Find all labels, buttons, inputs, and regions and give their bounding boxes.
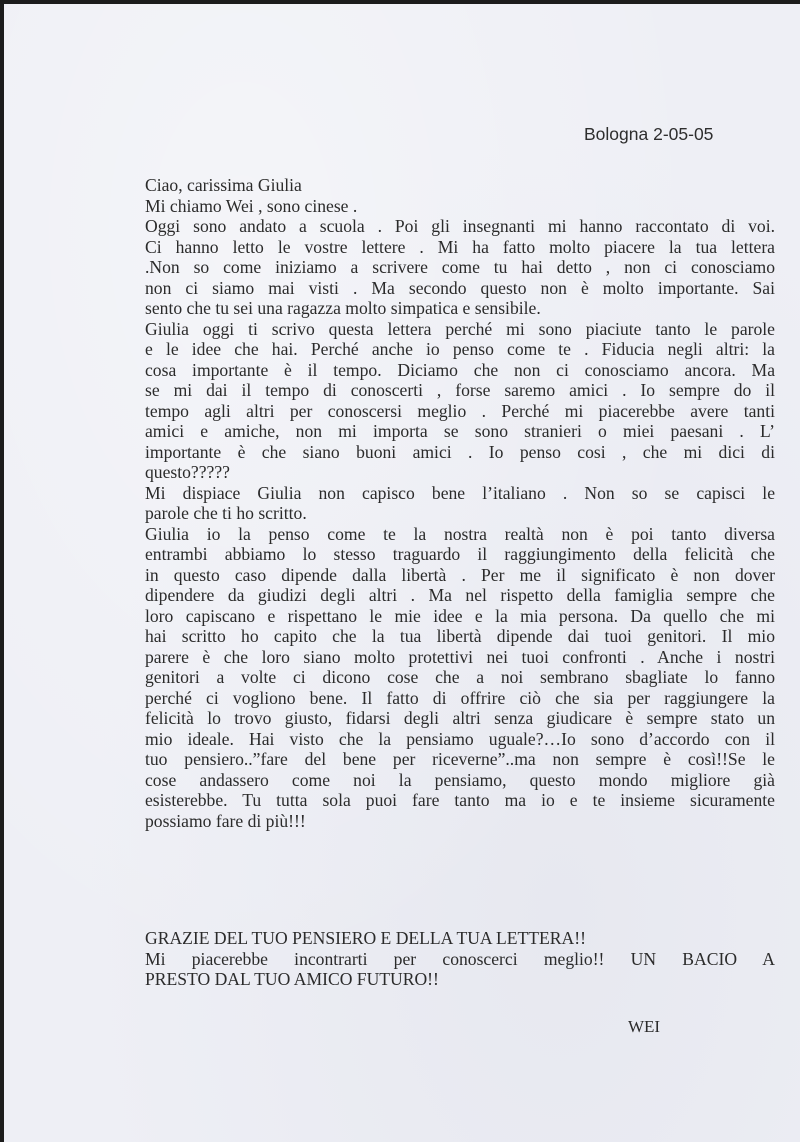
signature: WEI xyxy=(628,1017,661,1036)
text-line: tempo agli altri per conoscersi meglio . Perché mi piacerebbe avere tanti xyxy=(145,400,775,421)
text-line: PRESTO DAL TUO AMICO FUTURO!! xyxy=(145,969,439,989)
text-line: amici e amiche, non mi importa se sono stranieri o miei paesani . L’ xyxy=(145,421,775,441)
text-line: non ci siamo mai visti . Ma secondo questo non è molto importante. Sai xyxy=(145,277,775,298)
text-line: hai scritto ho capito che la tua libertà dipende dai tuoi genitori. Il mio xyxy=(145,626,775,646)
text-line: importante è che siano buoni amici . Io penso cosi , che mi dici di xyxy=(145,441,775,462)
text-line: questo????? xyxy=(145,462,230,482)
letter-body xyxy=(145,175,775,831)
text-line: Mi piacerebbe incontrarti per conoscerci meglio!! UN BACIO A xyxy=(145,948,775,969)
text-line: loro capiscano e rispettano le mie idee e la mia persona. Da quello che mi xyxy=(145,605,775,626)
text-line: felicità lo trovo giusto, fidarsi degli altri senza giudicare è sempre stato un xyxy=(145,708,775,728)
text-line: e le idee che hai. Perché anche io penso come te . Fiducia negli altri: la xyxy=(145,339,775,359)
letter-closing xyxy=(145,928,775,990)
text-line: cosa importante è il tempo. Diciamo che non ci conosciamo ancora. Ma xyxy=(145,359,775,380)
text-line: in questo caso dipende dalla libertà . Per me il significato è non dover xyxy=(145,564,775,585)
text-line: tuo pensiero..”fare del bene per riceverne”..ma non sempre è così!!Se le xyxy=(145,749,775,769)
text-line: cose andassero come noi la pensiamo, questo mondo migliore già xyxy=(145,769,775,790)
text-line: genitori a volte ci dicono cose che a noi sembrano sbagliate lo fanno xyxy=(145,667,775,687)
text-line: Mi dispiace Giulia non capisco bene l’italiano . Non so se capisci le xyxy=(145,482,775,503)
text-line: Oggi sono andato a scuola . Poi gli insegnanti mi hanno raccontato di voi. xyxy=(145,216,775,236)
text-line: parole che ti ho scritto. xyxy=(145,503,307,523)
text-line: Giulia io la penso come te la nostra realtà non è poi tanto diversa xyxy=(145,523,775,544)
text-line: Giulia oggi ti scrivo questa lettera perché mi sono piaciute tanto le parole xyxy=(145,318,775,339)
text-line: .Non so come iniziamo a scrivere come tu hai detto , non ci conosciamo xyxy=(145,257,775,277)
text-line: possiamo fare di più!!! xyxy=(145,810,306,831)
scan-smudge-mark xyxy=(521,132,551,146)
text-line: mio ideale. Hai visto che la pensiamo uguale?…Io sono d’accordo con il xyxy=(145,728,775,749)
text-line: dipendere da giudizi degli altri . Ma nel rispetto della famiglia sempre che xyxy=(145,585,775,605)
place-date: Bologna 2-05-05 xyxy=(584,124,714,144)
text-line: entrambi abbiamo lo stesso traguardo il raggiungimento della felicità che xyxy=(145,544,775,564)
text-line: esisterebbe. Tu tutta sola puoi fare tanto ma io e te insieme sicuramente xyxy=(145,790,775,810)
letter-page xyxy=(4,4,800,1142)
text-line: sento che tu sei una ragazza molto simpatica e sensibile. xyxy=(145,298,541,318)
text-line: Ciao, carissima Giulia xyxy=(145,175,302,195)
text-line: Mi chiamo Wei , sono cinese . xyxy=(145,195,358,216)
text-line: parere è che loro siano molto protettivi nei tuoi confronti . Anche i nostri xyxy=(145,646,775,667)
text-line: se mi dai il tempo di conoscerti , forse saremo amici . Io sempre do il xyxy=(145,380,775,400)
text-line: Ci hanno letto le vostre lettere . Mi ha fatto molto piacere la tua lettera xyxy=(145,236,775,257)
text-line: perché ci vogliono bene. Il fatto di offrire ciò che sia per raggiungere la xyxy=(145,687,775,708)
text-line: GRAZIE DEL TUO PENSIERO E DELLA TUA LETTERA!! xyxy=(145,928,586,948)
